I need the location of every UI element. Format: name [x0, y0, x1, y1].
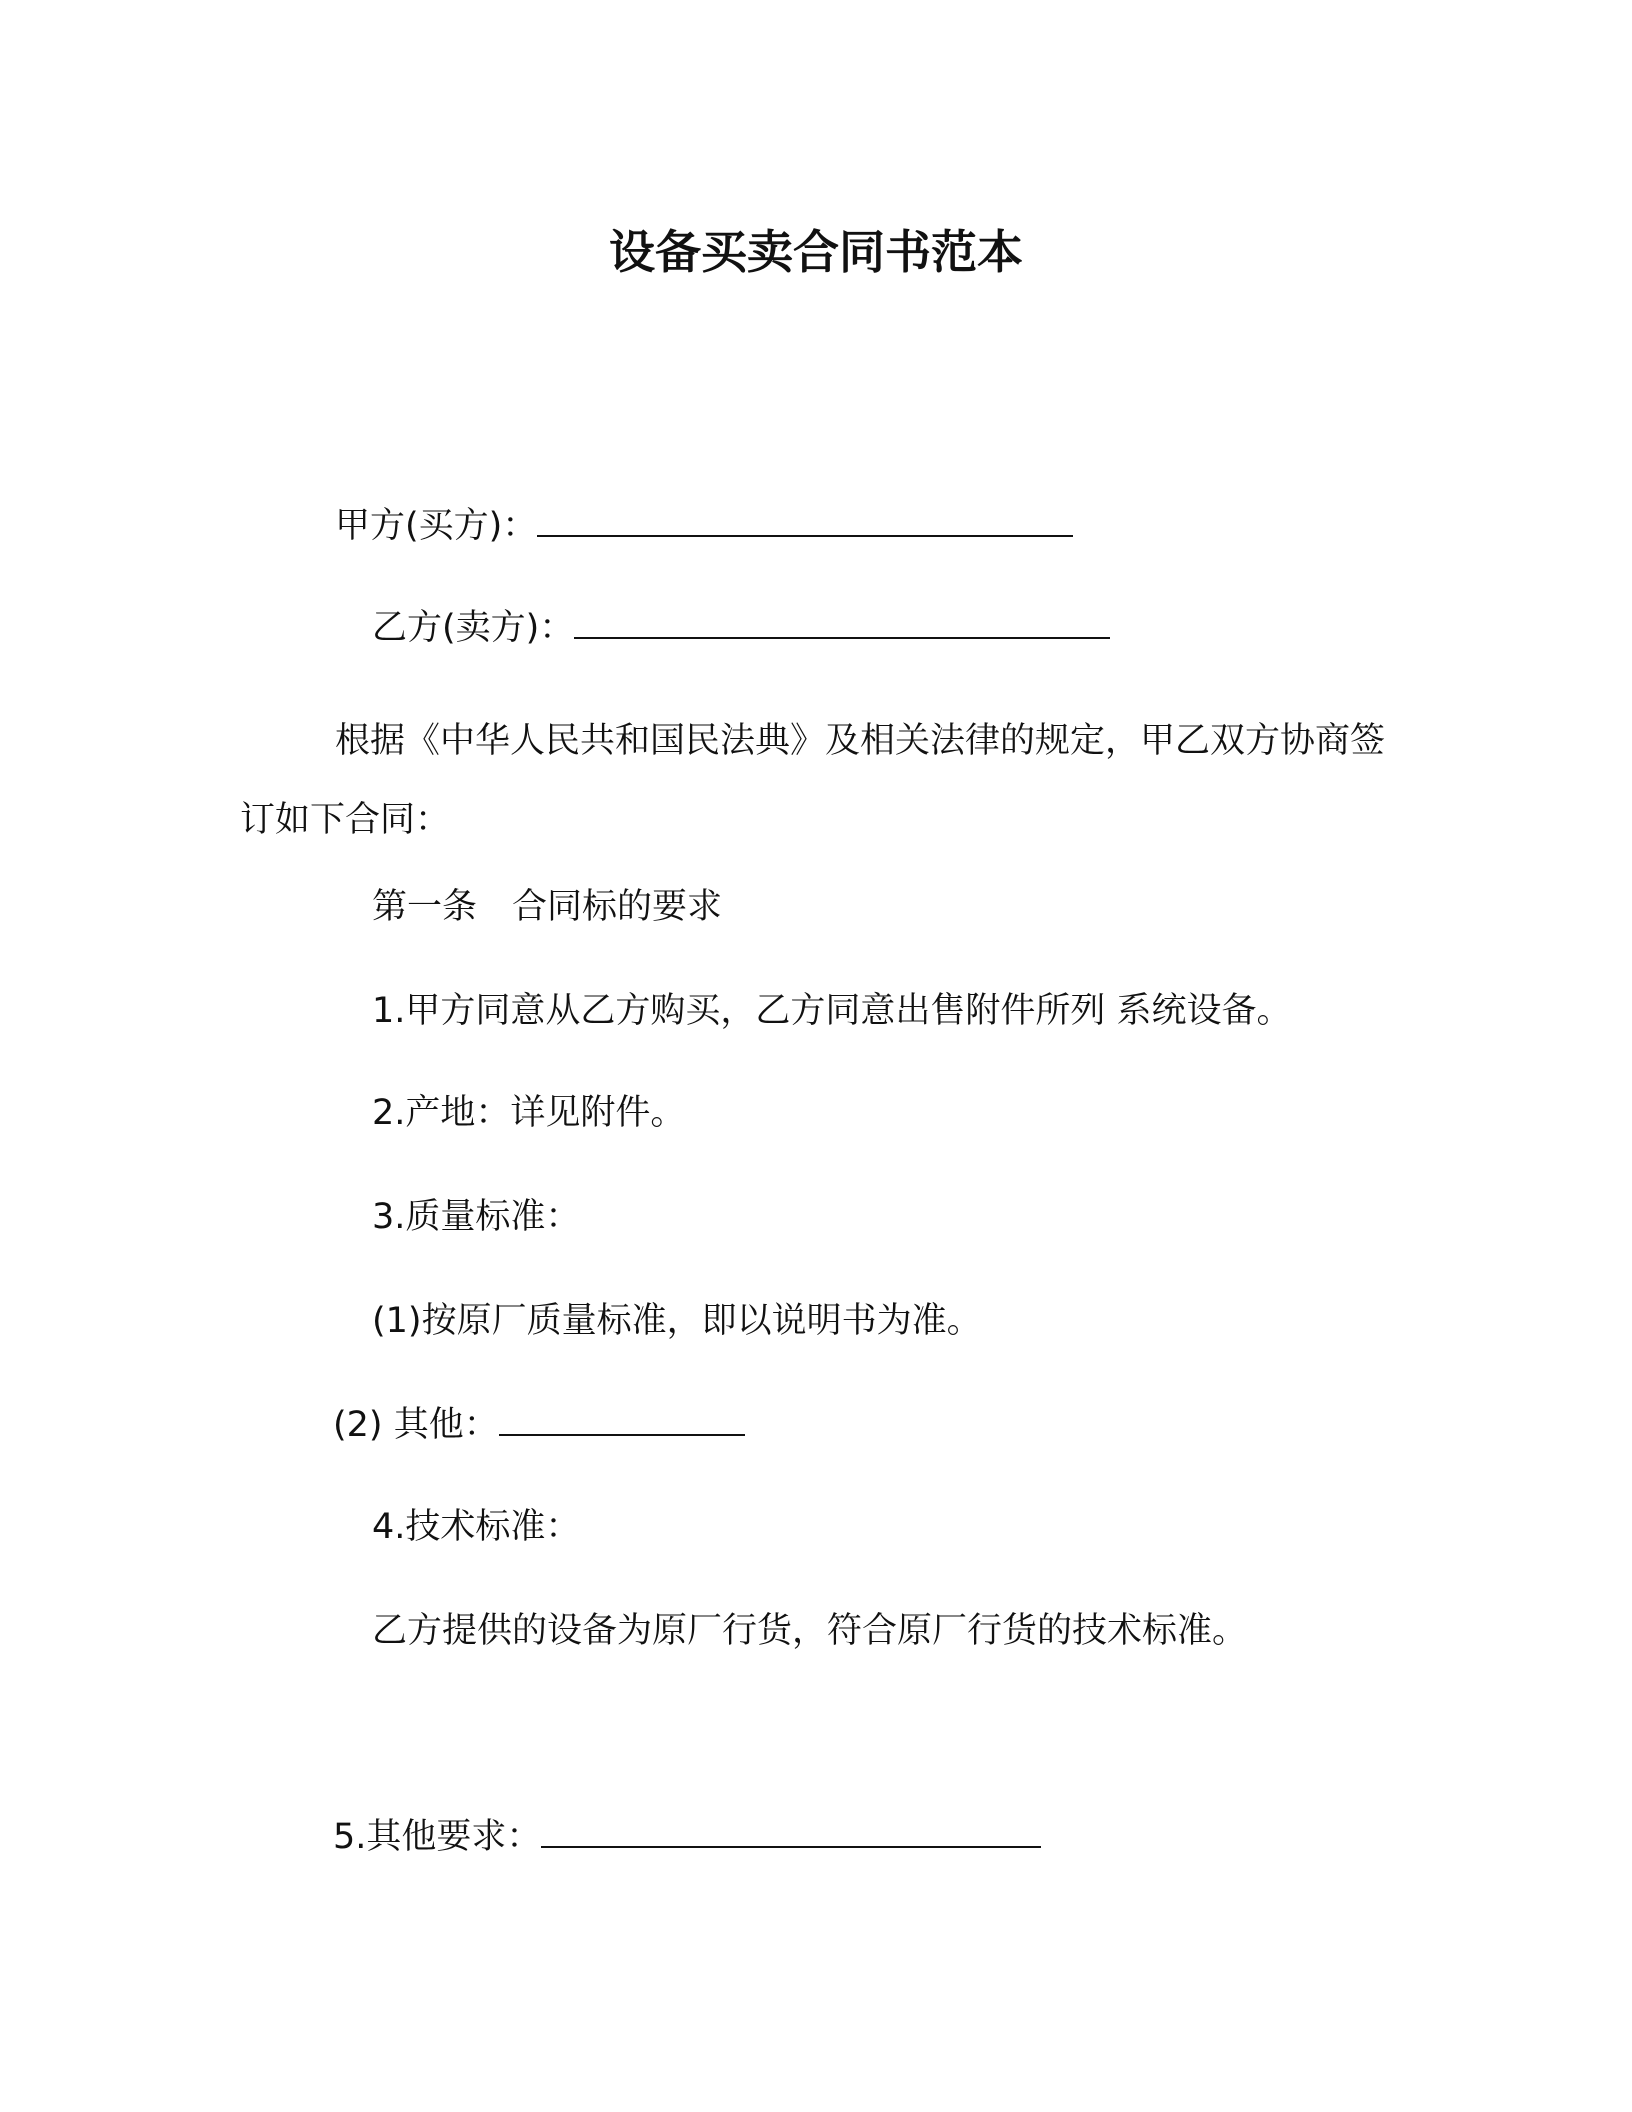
party-b-label: 乙方(卖方)： — [372, 608, 575, 648]
item5-line — [333, 1812, 1041, 1862]
article1-heading: 第一条 合同标的要求 — [372, 887, 723, 927]
item2-text: 2.产地：详见附件。 — [372, 1093, 686, 1133]
party-b-line — [372, 603, 1110, 653]
item3-text: 3.质量标准： — [372, 1197, 581, 1237]
item3-2-label: (2) 其他： — [333, 1405, 499, 1445]
item3-2-line — [333, 1400, 745, 1450]
preamble-paragraph: 根据《中华人民共和国民法典》及相关法律的规定，甲乙双方协商签订如下合同： — [240, 721, 1386, 840]
party-b-blank[interactable] — [574, 607, 1110, 639]
item5-label: 5.其他要求： — [333, 1817, 542, 1857]
party-a-blank[interactable] — [537, 505, 1073, 537]
document-title: 设备买卖合同书范本 — [609, 225, 1023, 279]
party-a-label: 甲方(买方)： — [335, 506, 538, 546]
item3-1-text: (1)按原厂质量标准，即以说明书为准。 — [372, 1301, 982, 1341]
item3-2-blank[interactable] — [499, 1404, 745, 1436]
item1-text: 1.甲方同意从乙方购买，乙方同意出售附件所列 系统设备。 — [372, 991, 1292, 1031]
party-a-line — [335, 501, 1073, 551]
item5-blank[interactable] — [541, 1816, 1041, 1848]
item4-text: 4.技术标准： — [372, 1507, 581, 1547]
item4-description: 乙方提供的设备为原厂行货，符合原厂行货的技术标准。 — [372, 1611, 1248, 1651]
